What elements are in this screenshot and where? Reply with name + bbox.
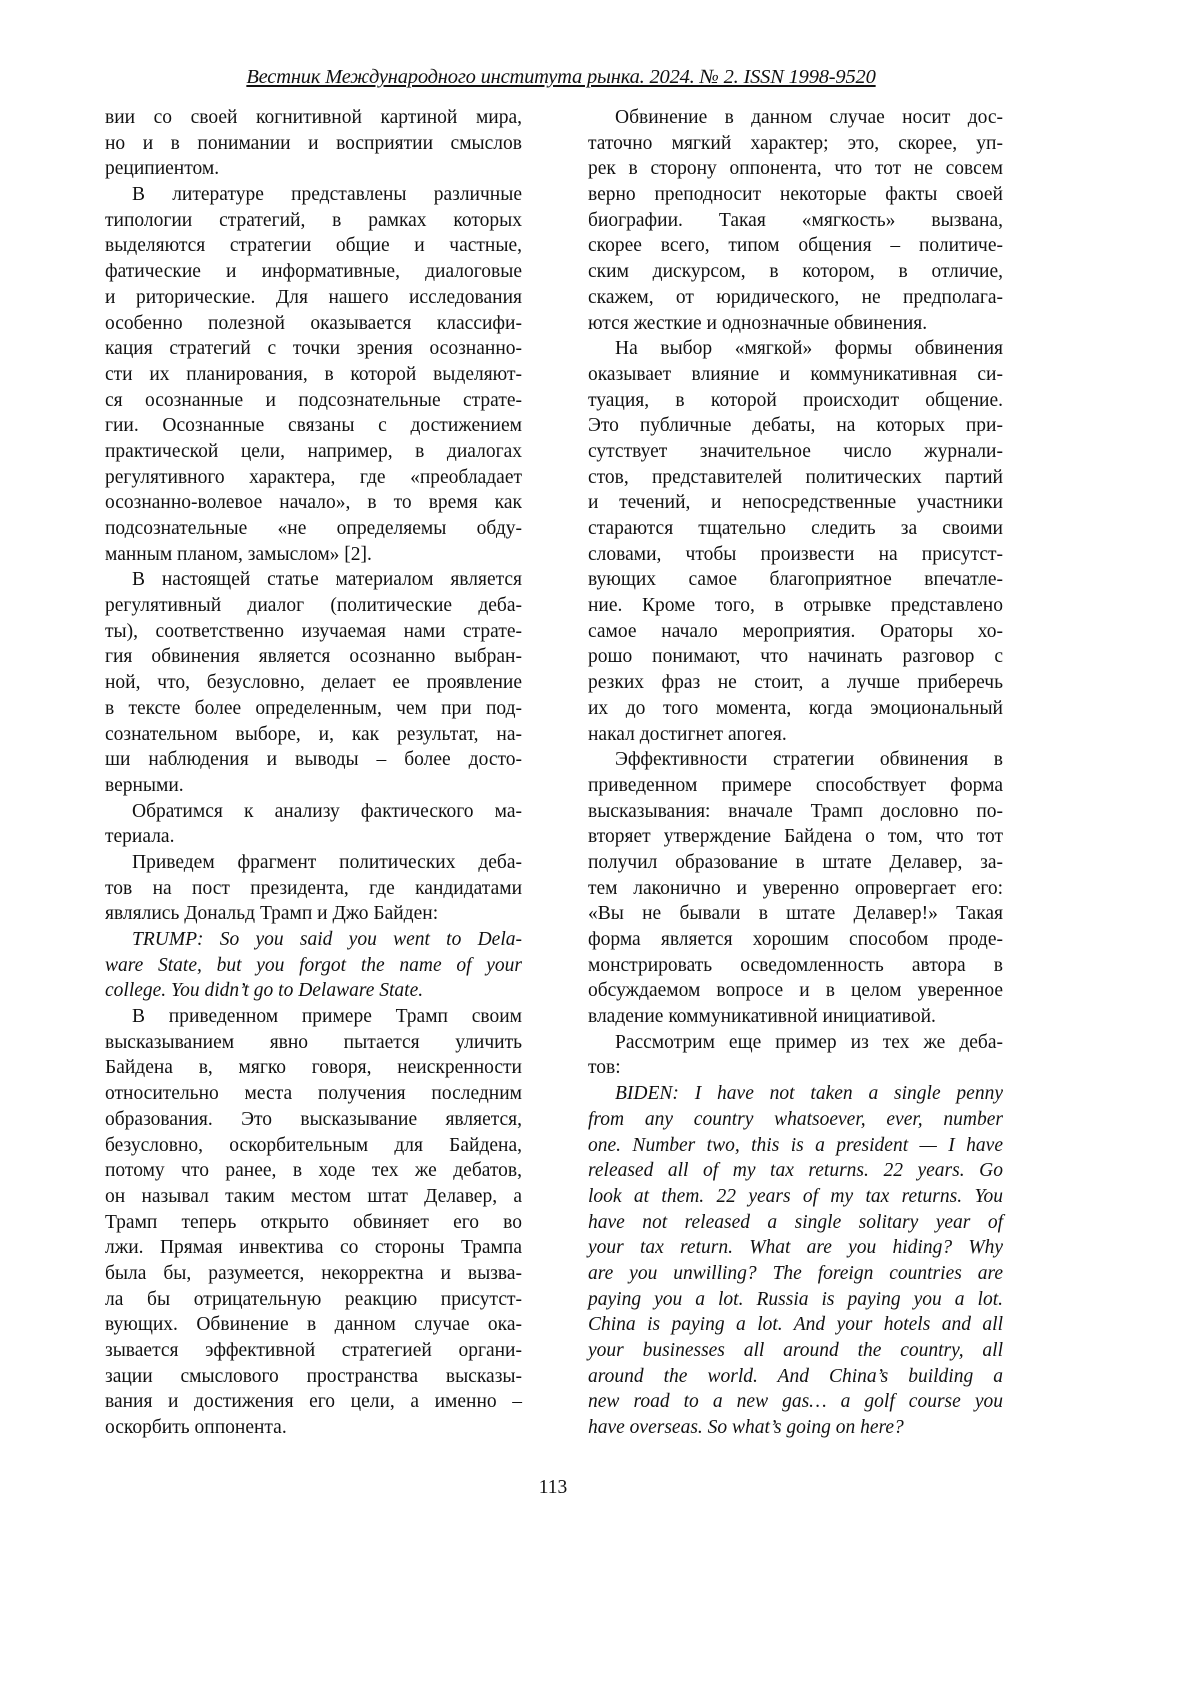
text-line: На выбор «мягкой» формы обвинения	[588, 336, 1003, 362]
text-line: кация стратегий с точки зрения осознанно-	[105, 336, 522, 362]
text-line: и течений, и непосредственные участники	[588, 490, 1003, 516]
text-line: верно преподносит некоторые факты своей	[588, 182, 1003, 208]
text-line: и риторические. Для нашего исследования	[105, 285, 522, 311]
text-line: скажем, от юридического, не предполага-	[588, 285, 1003, 311]
text-line: реципиентом.	[105, 156, 522, 182]
text-line: манным планом, замыслом» [2].	[105, 542, 522, 568]
text-line: особенно полезной оказывается классифи-	[105, 311, 522, 337]
text-line: TRUMP: So you said you went to Dela-	[105, 927, 522, 953]
text-line: териала.	[105, 824, 522, 850]
text-line: one. Number two, this is a president — I have	[588, 1133, 1003, 1159]
text-line: рек в сторону оппонента, что тот не совсем	[588, 156, 1003, 182]
text-line: сутствует значительное число журнали-	[588, 439, 1003, 465]
text-line: around the world. And China’s building a	[588, 1364, 1003, 1390]
text-line: ся осознанные и подсознательные страте-	[105, 388, 522, 414]
text-line: зывается эффективной стратегией органи-	[105, 1338, 522, 1364]
text-line: вии со своей когнитивной картиной мира,	[105, 105, 522, 131]
text-line: Приведем фрагмент политических деба-	[105, 850, 522, 876]
text-line: сти их планирования, в которой выделяют-	[105, 362, 522, 388]
text-line: но и в понимании и восприятии смыслов	[105, 131, 522, 157]
text-line: China is paying a lot. And your hotels and all	[588, 1312, 1003, 1338]
text-line: являлись Дональд Трамп и Джо Байден:	[105, 901, 522, 927]
right-column	[588, 105, 1003, 1441]
text-line: обсуждаемом вопросе и в целом уверенное	[588, 978, 1003, 1004]
text-line: в тексте более определенным, чем при под-	[105, 696, 522, 722]
text-line: ются жесткие и однозначные обвинения.	[588, 311, 1003, 337]
text-line: резких фраз не стоит, а лучше приберечь	[588, 670, 1003, 696]
text-line: накал достигнет апогея.	[588, 722, 1003, 748]
text-line: «Вы не бывали в штате Делавер!» Такая	[588, 901, 1003, 927]
paragraph	[105, 850, 522, 927]
text-line: осознанно-волевое начало», в то время как	[105, 490, 522, 516]
paragraph	[588, 336, 1003, 747]
paragraph	[105, 567, 522, 798]
page-number: 113	[0, 1477, 1106, 1499]
text-line: Рассмотрим еще пример из тех же деба-	[588, 1030, 1003, 1056]
text-line: гии. Осознанные связаны с достижением	[105, 413, 522, 439]
text-line: лжи. Прямая инвектива со стороны Трампа	[105, 1235, 522, 1261]
left-column	[105, 105, 522, 1441]
text-line: тем лаконично и уверенно опровергает его:	[588, 876, 1003, 902]
text-line: ной, что, безусловно, делает ее проявление	[105, 670, 522, 696]
text-line: приведенном примере способствует форма	[588, 773, 1003, 799]
text-line: Обратимся к анализу фактического ма-	[105, 799, 522, 825]
text-line: безусловно, оскорбительным для Байдена,	[105, 1133, 522, 1159]
text-line: Обвинение в данном случае носит дос-	[588, 105, 1003, 131]
text-line: paying you a lot. Russia is paying you a lot.	[588, 1287, 1003, 1313]
text-line: В приведенном примере Трамп своим	[105, 1004, 522, 1030]
text-line: высказывания: вначале Трамп дословно по-	[588, 799, 1003, 825]
text-line: from any country whatsoever, ever, number	[588, 1107, 1003, 1133]
text-line: BIDEN: I have not taken a single penny	[588, 1081, 1003, 1107]
text-line: ние. Кроме того, в отрывке представлено	[588, 593, 1003, 619]
text-line: монстрировать осведомленность автора в	[588, 953, 1003, 979]
paragraph	[588, 105, 1003, 336]
text-line: регулятивного характера, где «преобладает	[105, 465, 522, 491]
paragraph	[105, 799, 522, 850]
text-line: типологии стратегий, в рамках которых	[105, 208, 522, 234]
text-line: вторяет утверждение Байдена о том, что тот	[588, 824, 1003, 850]
text-line: верными.	[105, 773, 522, 799]
text-line: выделяются стратегии общие и частные,	[105, 233, 522, 259]
text-line: ware State, but you forgot the name of your	[105, 953, 522, 979]
text-line: вующих. Обвинение в данном случае ока-	[105, 1312, 522, 1338]
text-line: released all of my tax returns. 22 years. Go	[588, 1158, 1003, 1184]
text-line: самое начало мероприятия. Ораторы хо-	[588, 619, 1003, 645]
text-line: подсознательные «не определяемы обду-	[105, 516, 522, 542]
text-line: are you unwilling? The foreign countries are	[588, 1261, 1003, 1287]
text-line: таточно мягкий характер; это, скорее, уп-	[588, 131, 1003, 157]
text-line: туация, в которой происходит общение.	[588, 388, 1003, 414]
journal-header: Вестник Международного института рынка. 2024. № 2. ISSN 1998-9520	[0, 66, 1122, 89]
paragraph	[588, 1030, 1003, 1081]
text-line: тов:	[588, 1055, 1003, 1081]
text-line: практической цели, например, в диалогах	[105, 439, 522, 465]
text-line: оказывает влияние и коммуникативная си-	[588, 362, 1003, 388]
text-line: вания и достижения его цели, а именно –	[105, 1389, 522, 1415]
text-line: тов на пост президента, где кандидатами	[105, 876, 522, 902]
text-line: словами, чтобы произвести на присутст-	[588, 542, 1003, 568]
text-line: ты), соответственно изучаемая нами страте-	[105, 619, 522, 645]
text-line: вующих самое благоприятное впечатле-	[588, 567, 1003, 593]
text-line: Байдена в, мягко говоря, неискренности	[105, 1055, 522, 1081]
text-line: форма является хорошим способом проде-	[588, 927, 1003, 953]
text-line: ши наблюдения и выводы – более досто-	[105, 747, 522, 773]
text-line: была бы, разумеется, некорректна и вызва-	[105, 1261, 522, 1287]
text-line: фатические и информативные, диалоговые	[105, 259, 522, 285]
text-line: college. You didn’t go to Delaware State.	[105, 978, 522, 1004]
text-line: В литературе представлены различные	[105, 182, 522, 208]
text-line: относительно места получения последним	[105, 1081, 522, 1107]
text-line: В настоящей статье материалом является	[105, 567, 522, 593]
text-line: Это публичные дебаты, на которых при-	[588, 413, 1003, 439]
text-line: биографии. Такая «мягкость» вызвана,	[588, 208, 1003, 234]
text-line: ским дискурсом, в котором, в отличие,	[588, 259, 1003, 285]
paragraph	[105, 1004, 522, 1441]
text-line: new road to a new gas… a golf course you	[588, 1389, 1003, 1415]
text-line: have not released a single solitary year of	[588, 1210, 1003, 1236]
text-line: образования. Это высказывание является,	[105, 1107, 522, 1133]
text-line: have overseas. So what’s going on here?	[588, 1415, 1003, 1441]
paragraph	[588, 747, 1003, 1030]
text-line: your businesses all around the country, all	[588, 1338, 1003, 1364]
text-line: владение коммуникативной инициативой.	[588, 1004, 1003, 1030]
text-line: он называл таким местом штат Делавер, а	[105, 1184, 522, 1210]
text-line: стов, представителей политических партий	[588, 465, 1003, 491]
text-line: скорее всего, типом общения – политиче-	[588, 233, 1003, 259]
paragraph	[105, 105, 522, 182]
text-line: гия обвинения является осознанно выбран-	[105, 644, 522, 670]
quote-paragraph	[105, 927, 522, 1004]
text-line: потому что ранее, в ходе тех же дебатов,	[105, 1158, 522, 1184]
text-line: получил образование в штате Делавер, за-	[588, 850, 1003, 876]
text-line: look at them. 22 years of my tax returns. You	[588, 1184, 1003, 1210]
text-line: стараются тщательно следить за своими	[588, 516, 1003, 542]
text-line: оскорбить оппонента.	[105, 1415, 522, 1441]
text-line: ла бы отрицательную реакцию присутст-	[105, 1287, 522, 1313]
text-line: высказыванием явно пытается уличить	[105, 1030, 522, 1056]
text-line: your tax return. What are you hiding? Why	[588, 1235, 1003, 1261]
text-line: их до того момента, когда эмоциональный	[588, 696, 1003, 722]
text-line: регулятивный диалог (политические деба-	[105, 593, 522, 619]
text-line: рошо понимают, что начинать разговор с	[588, 644, 1003, 670]
paragraph	[105, 182, 522, 567]
text-line: сознательном выборе, и, как результат, на-	[105, 722, 522, 748]
text-line: Трамп теперь открыто обвиняет его во	[105, 1210, 522, 1236]
text-line: зации смыслового пространства высказы-	[105, 1364, 522, 1390]
quote-paragraph	[588, 1081, 1003, 1441]
text-line: Эффективности стратегии обвинения в	[588, 747, 1003, 773]
